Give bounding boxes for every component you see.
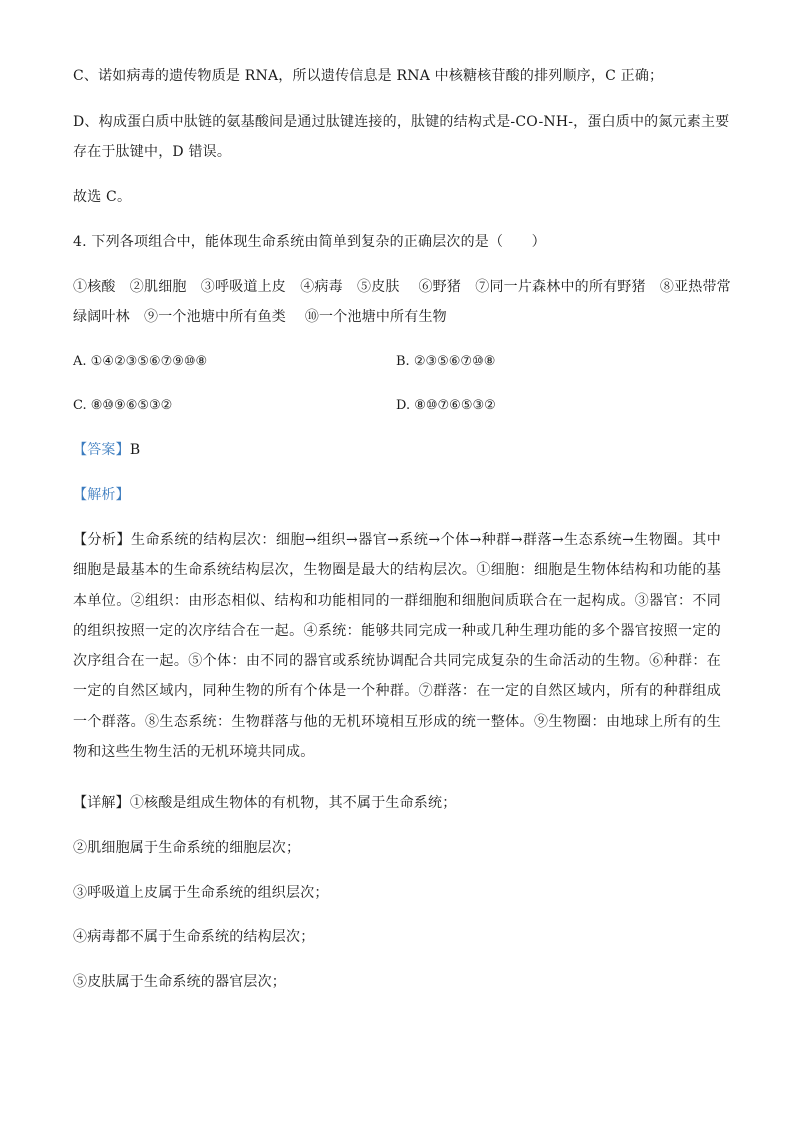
analysis-paragraph xyxy=(73,525,721,767)
question-items-line1: ①核酸 ②肌细胞 ③呼吸道上皮 ④病毒 ⑤皮肤 ⑥野猪 ⑦同一片森林中的所有野猪 ⑧亚热带常 xyxy=(73,279,731,295)
option-a: A. ①④②③⑤⑥⑦⑨⑩⑧ xyxy=(73,354,208,369)
detail-line4: ④病毒都不属于生命系统的结构层次； xyxy=(73,929,315,945)
detail-line3: ③呼吸道上皮属于生命系统的组织层次； xyxy=(73,885,329,901)
detail-text-1: ①核酸是组成生物体的有机物，其不属于生命系统； xyxy=(129,795,457,811)
analysis-text: 生命系统的结构层次：细胞→组织→器官→系统→个体→种群→群落→生态系统→生物圈。其中细胞是最基本的生命系统结构层次，生物圈是最大的结构层次。①细胞：细胞是生物体结构和功能的基本单位。②组织：由形态相似、结构和功能相同的一群细胞和细胞间质联合在一起构成。③器官：不同的组织按照一定的次序结合在一起。④系统：能够共同完成一种或几种生理功能的多个器官按照一定的次序组合在一起。⑤个体：由不同的器官或系统协调配合共同完成复杂的生命活动的生物。⑥种群：在一定的自然区域内，同种生物的所有个体是一个种群。⑦群落：在一定的自然区域内，所有的种群组成一个群落。⑧生态系统：生物群落与他的无机环境相互形成的统一整体。⑨生物圈：由地球上所有的生物和这些生物生活的无机环境共同成。 xyxy=(73,532,721,761)
question-stem: 4. 下列各项组合中，能体现生命系统由简单到复杂的正确层次的是（ ） xyxy=(73,234,546,250)
detail-line5: ⑤皮肤属于生命系统的器官层次； xyxy=(73,974,286,990)
detail-line2: ②肌细胞属于生命系统的细胞层次； xyxy=(73,840,301,856)
detail-tag: 【详解】 xyxy=(73,795,130,811)
question-items-line2: 绿阔叶林 ⑨一个池塘中所有鱼类 ⑩一个池塘中所有生物 xyxy=(73,309,447,325)
answer-tag: 【答案】 xyxy=(73,442,130,458)
answer-line xyxy=(73,440,140,460)
analysis-sub-tag: 【分析】 xyxy=(73,532,131,548)
option-d: D. ⑧⑩⑦⑥⑤③② xyxy=(396,398,496,413)
option-c: C. ⑧⑩⑨⑥⑤③② xyxy=(73,398,173,413)
prev-option-d-explanation-line1: D、构成蛋白质中肽链的氨基酸间是通过肽键连接的，肽键的结构式是-CO-NH-，蛋白质中的氮元素主要 xyxy=(73,114,730,130)
prev-option-d-explanation-line2: 存在于肽键中，D 错误。 xyxy=(73,144,232,160)
prev-option-c-explanation: C、诺如病毒的遗传物质是 RNA，所以遗传信息是 RNA 中核糖核苷酸的排列顺序，C 正确； xyxy=(73,68,664,84)
detail-line1 xyxy=(73,793,456,813)
prev-conclusion: 故选 C。 xyxy=(73,189,132,205)
answer-value: B xyxy=(129,442,141,458)
option-b: B. ②③⑤⑥⑦⑩⑧ xyxy=(396,354,496,369)
analysis-tag: 【解析】 xyxy=(73,487,130,503)
